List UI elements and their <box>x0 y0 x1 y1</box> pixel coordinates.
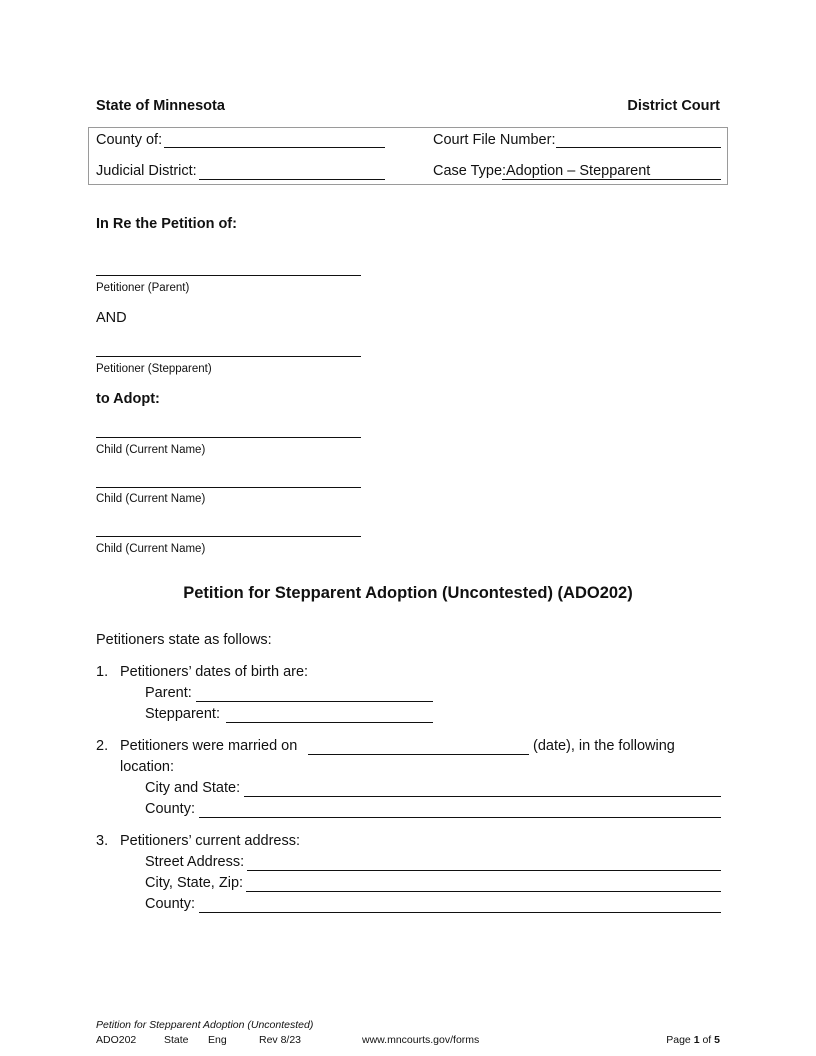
item-1-text: Petitioners’ dates of birth are: <box>120 664 309 680</box>
address-county-field[interactable] <box>199 912 721 913</box>
judicial-district-label: Judicial District: <box>96 163 197 179</box>
marriage-date-field[interactable] <box>308 754 529 755</box>
child-2-caption: Child (Current Name) <box>96 493 206 505</box>
to-adopt-heading: to Adopt: <box>96 391 160 407</box>
footer-page-prefix: Page <box>666 1034 691 1046</box>
item-2-number: 2. <box>96 738 109 754</box>
footer-website[interactable]: www.mncourts.gov/forms <box>362 1034 480 1046</box>
item-2-text-after: (date), in the following <box>533 738 675 754</box>
item-2-text-line2: location: <box>120 759 175 775</box>
child-2-field[interactable] <box>96 487 361 488</box>
and-text: AND <box>96 310 127 326</box>
marriage-city-state-field[interactable] <box>244 796 721 797</box>
item-3-number: 3. <box>96 833 109 849</box>
court-file-label: Court File Number: <box>433 132 556 148</box>
intro-text: Petitioners state as follows: <box>96 632 272 648</box>
case-type-label: Case Type: <box>433 163 507 179</box>
document-title: Petition for Stepparent Adoption (Uncontested) (ADO202) <box>183 584 633 602</box>
court-name: District Court <box>627 98 720 114</box>
county-label: County of: <box>96 132 163 148</box>
county-field[interactable] <box>164 147 385 148</box>
footer-page-total: 5 <box>714 1034 720 1046</box>
petitioner-parent-caption: Petitioner (Parent) <box>96 282 190 294</box>
child-3-caption: Child (Current Name) <box>96 543 206 555</box>
footer-page-number <box>666 1034 720 1046</box>
city-state-zip-field[interactable] <box>246 891 721 892</box>
street-address-label: Street Address: <box>145 854 245 870</box>
parent-dob-label: Parent: <box>145 685 192 701</box>
marriage-city-state-label: City and State: <box>145 780 241 796</box>
item-1-number: 1. <box>96 664 109 680</box>
footer-page-of: of <box>702 1034 712 1046</box>
stepparent-dob-field[interactable] <box>226 722 433 723</box>
case-type-underline <box>502 179 721 180</box>
footer-form-title: Petition for Stepparent Adoption (Uncontested) <box>96 1019 314 1031</box>
item-3-text: Petitioners’ current address: <box>120 833 300 849</box>
case-type-value: Adoption – Stepparent <box>506 163 651 179</box>
child-3-field[interactable] <box>96 536 361 537</box>
child-1-field[interactable] <box>96 437 361 438</box>
footer-jurisdiction: State <box>164 1034 189 1046</box>
footer-language: Eng <box>208 1034 227 1046</box>
state-name: State of Minnesota <box>96 98 225 114</box>
address-county-label: County: <box>145 896 195 912</box>
in-re-heading: In Re the Petition of: <box>96 216 237 232</box>
marriage-county-field[interactable] <box>199 817 721 818</box>
footer-page-current: 1 <box>693 1034 700 1046</box>
footer-revision: Rev 8/23 <box>259 1034 302 1046</box>
footer-form-code: ADO202 <box>96 1034 137 1046</box>
street-address-field[interactable] <box>247 870 721 871</box>
city-state-zip-label: City, State, Zip: <box>145 875 244 891</box>
stepparent-dob-label: Stepparent: <box>145 706 220 722</box>
court-file-field[interactable] <box>556 147 721 148</box>
child-1-caption: Child (Current Name) <box>96 444 206 456</box>
parent-dob-field[interactable] <box>196 701 433 702</box>
petitioner-stepparent-caption: Petitioner (Stepparent) <box>96 363 212 375</box>
item-2-text: Petitioners were married on <box>120 738 298 754</box>
petitioner-stepparent-field[interactable] <box>96 356 361 357</box>
marriage-county-label: County: <box>145 801 195 817</box>
judicial-district-field[interactable] <box>199 179 385 180</box>
petitioner-parent-field[interactable] <box>96 275 361 276</box>
